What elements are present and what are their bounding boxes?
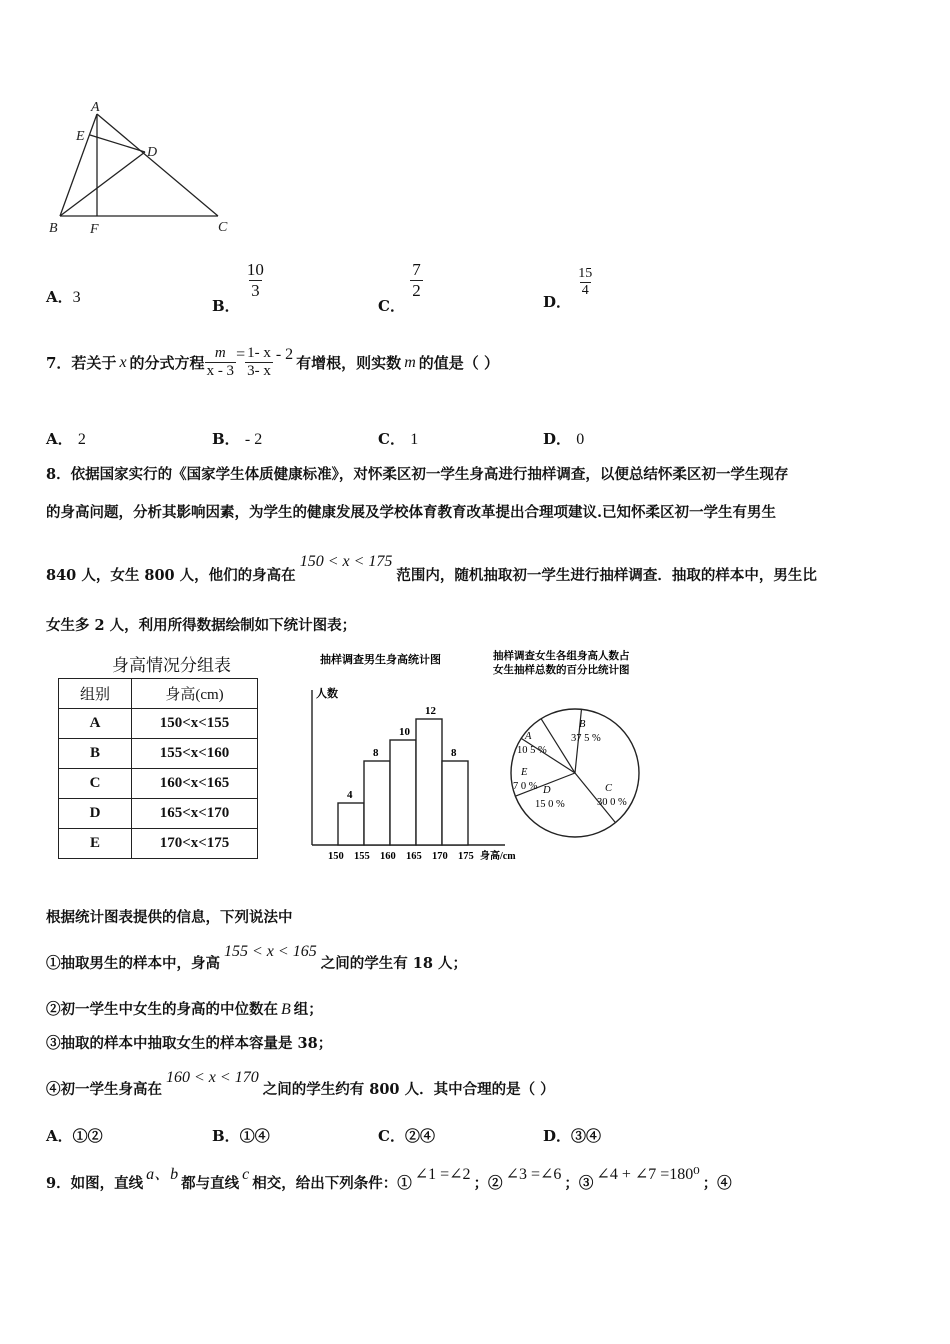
bar-chart-xlabel: 身高/cm (480, 851, 516, 862)
label-a: A (91, 100, 100, 115)
bar-value-label: 12 (425, 705, 436, 717)
pie-slice-percent: 15 0 % (535, 799, 565, 810)
pie-chart-title-2: 女生抽样总数的百分比统计图 (493, 665, 630, 676)
statement-4: ④初一学生身高在160 < x < 170之间的学生约有 800 人．其中合理的是（ ） (46, 1069, 555, 1098)
q6-option-d[interactable]: D． $\frac{15}{4}$ (543, 266, 593, 311)
header-height: 身高(cm) (132, 679, 258, 709)
label-f: F (90, 222, 99, 237)
bar-value-label: 10 (399, 726, 410, 738)
bar-chart-ylabel: 人数 (316, 688, 338, 700)
q8-option-c[interactable]: C．②④ (378, 1127, 435, 1145)
table-row: E 170<x<175 (59, 829, 258, 859)
q7-option-a[interactable]: A． 2 (46, 430, 86, 448)
bar-155-160 (364, 761, 390, 845)
pie-slice-percent: 37 5 % (571, 733, 601, 744)
q8-line-2: 的身高问题，分析其影响因素，为学生的健康发展及学校体育教育改革提出合理项建议.已知怀柔区初一学生有男生 (46, 504, 777, 521)
pie-slice-percent: 10 5 % (517, 745, 547, 756)
label-e: E (76, 129, 85, 144)
q8-line-4: 女生多 2 人，利用所得数据绘制如下统计图表； (46, 617, 357, 634)
pie-slice-label: C (605, 783, 613, 794)
q6-option-b[interactable]: B． $\frac{10}{3}$ (212, 260, 264, 315)
q8-lead: 根据统计图表提供的信息，下列说法中 (46, 909, 293, 926)
pie-slice-label: A (525, 731, 532, 742)
q7-option-d[interactable]: D． 0 (543, 430, 585, 448)
pie-slice-label: E (521, 767, 528, 778)
statement-2: ②初一学生中女生的身高的中位数在 B 组； (46, 1001, 323, 1018)
q8-line-3: 840 人，女生 800 人，他们的身高在150 < x < 175范围内，随机抽取初一学生进行抽样调查．抽取的样本中，男生比 (46, 553, 817, 584)
pie-slice-label: B (579, 719, 586, 730)
bar-170-175 (442, 761, 468, 845)
q6-option-a[interactable]: A．3 (46, 288, 81, 306)
statement-3: ③抽取的样本中抽取女生的样本容量是 38； (46, 1035, 333, 1052)
statement-1: ①抽取男生的样本中，身高155 < x < 165之间的学生有 18 人； (46, 943, 467, 972)
female-height-pie-chart (485, 645, 655, 860)
x-tick-label: 175 (458, 851, 474, 862)
x-tick-label: 150 (328, 851, 344, 862)
group-table-title: 身高情况分组表 (112, 656, 231, 675)
table-row: D 165<x<170 (59, 799, 258, 829)
x-tick-label: 155 (354, 851, 370, 862)
question-9: 9．如图，直线a、b都与直线c相交，给出下列条件：①∠1 =∠2；②∠3 =∠6；③∠4 + ∠7 =180⁰；④ (46, 1166, 732, 1192)
x-tick-label: 160 (380, 851, 396, 862)
label-c: C (218, 220, 228, 235)
table-row: B 155<x<160 (59, 739, 258, 769)
header-group: 组别 (59, 679, 132, 709)
q7-option-b[interactable]: B． - 2 (212, 430, 263, 448)
bar-value-label: 8 (451, 747, 457, 759)
pie-slice-label: D (543, 785, 551, 796)
x-tick-label: 165 (406, 851, 422, 862)
bar-value-label: 8 (373, 747, 379, 759)
q8-option-b[interactable]: B．①④ (212, 1127, 270, 1145)
label-d: D (147, 145, 158, 160)
bar-chart-title: 抽样调查男生身高统计图 (320, 654, 441, 666)
group-table (58, 678, 258, 859)
triangle-figure (40, 98, 240, 243)
pie-slice-percent: 30 0 % (597, 797, 627, 808)
label-b: B (49, 221, 58, 236)
pie-slice-percent: 7 0 % (513, 781, 538, 792)
bar-value-label: 4 (347, 789, 353, 801)
bar-165-170 (416, 719, 442, 845)
q7-option-c[interactable]: C． 1 (378, 430, 419, 448)
q8-option-a[interactable]: A．①② (46, 1127, 103, 1145)
bar-160-165 (390, 740, 416, 845)
q6-option-c[interactable]: C． $\frac{7}{2}$ (378, 260, 421, 315)
bar-150-155 (338, 803, 364, 845)
x-tick-label: 170 (432, 851, 448, 862)
q8-line-1: 8．依据国家实行的《国家学生体质健康标准》，对怀柔区初一学生身高进行抽样调查，以便总结怀柔区初一学生现存 (46, 466, 789, 483)
table-row: A 150<x<155 (59, 709, 258, 739)
question-7: 7．若关于 x 的分式方程 $\frac{m}{x - 3}$ = $\frac{1- x}{3- x}$ - 2 有增根，则实数 m 的值是（ ） (46, 345, 499, 379)
q8-option-d[interactable]: D．③④ (543, 1127, 602, 1145)
table-row: C 160<x<165 (59, 769, 258, 799)
pie-chart-title-1: 抽样调查女生各组身高人数占 (493, 651, 630, 662)
